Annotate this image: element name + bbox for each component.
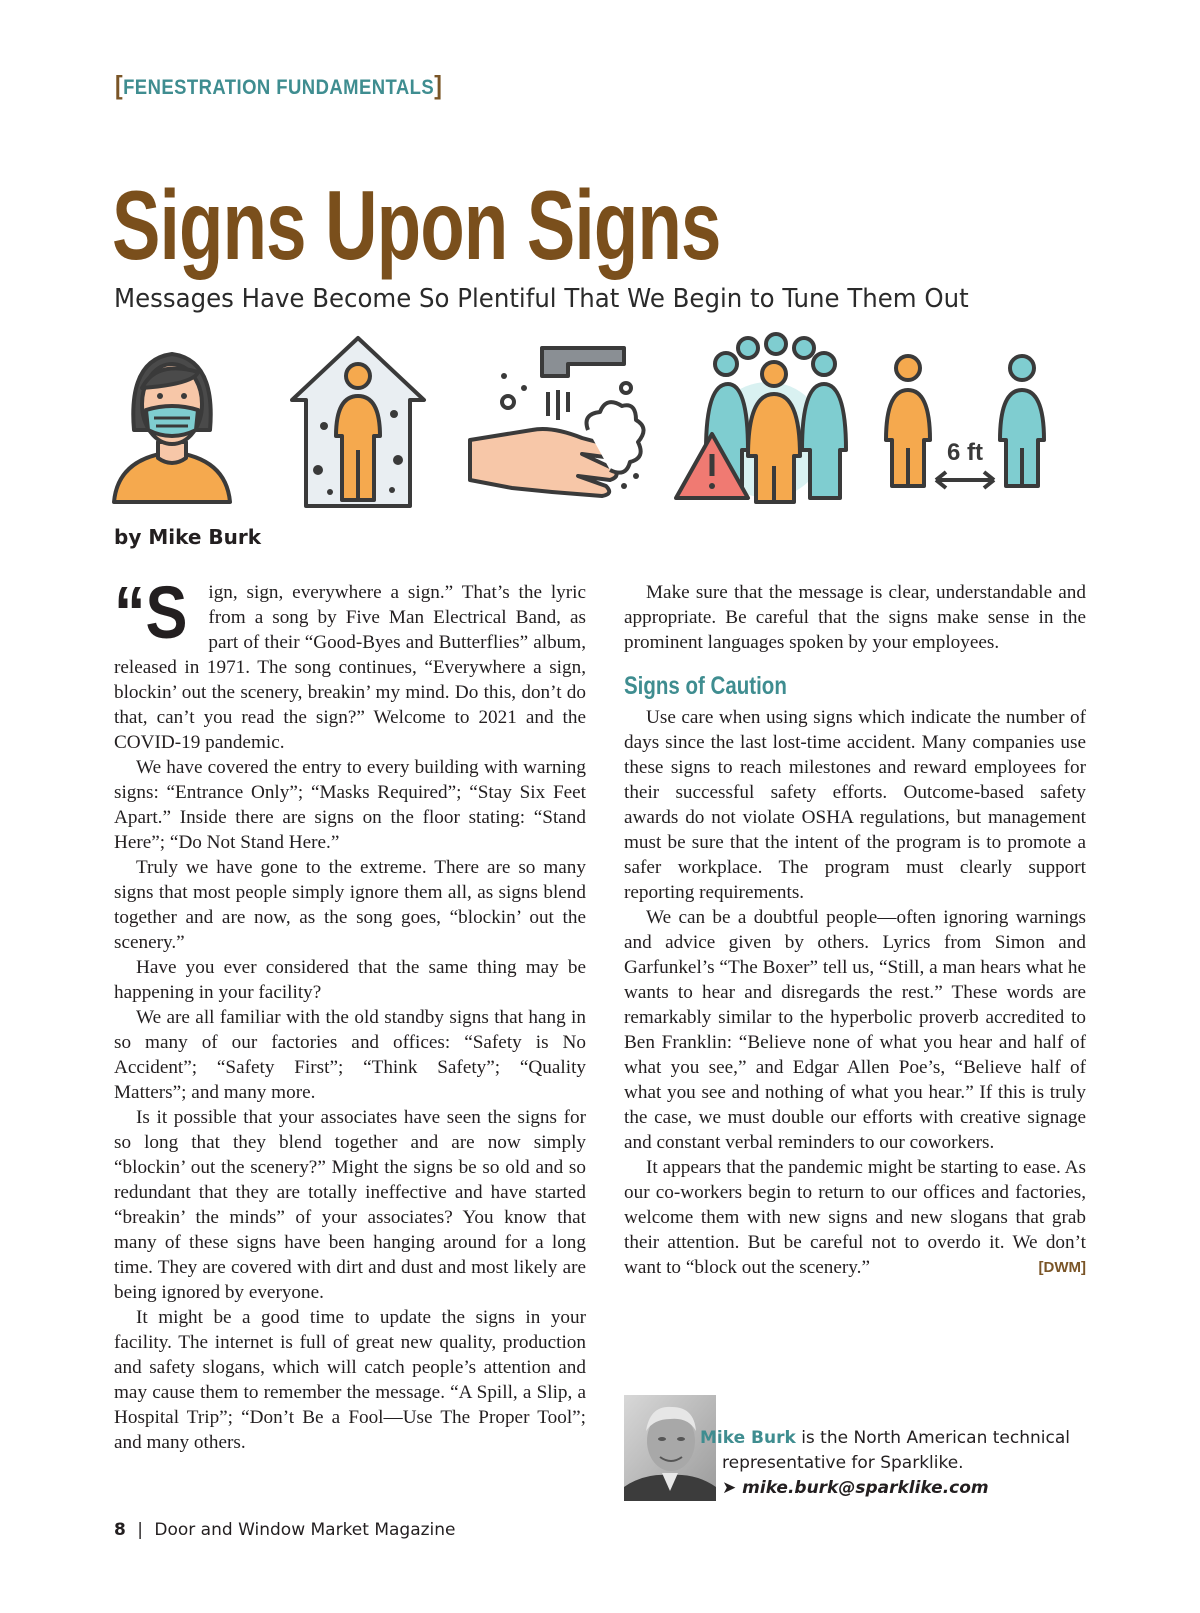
section-bracket-close: ] [434,70,443,100]
article-title: Signs Upon Signs [112,170,721,280]
section-bracket-open: [ [115,70,124,100]
paragraph: Make sure that the message is clear, understandable and appropriate. Be careful that the signs make sense in the prominent languages spoken by your employees. [624,582,1086,653]
bio-text: is the North American technical [795,1428,1070,1448]
column-right [624,580,1086,1280]
byline: by Mike Burk [114,525,262,549]
section-label: FENESTRATION FUNDAMENTALS [123,76,435,99]
paragraph: Is it possible that your associates have seen the signs for so long that they blend together and are now simply “blockin’ out the scenery?” Might the signs be so old and so redundant that they are totally ineffective and have started “breakin’ the minds” of your associates? You know that many of these signs have been hanging around for a long time. They are covered with dirt and dust and most likely are being ignored by everyone. [114,1107,586,1303]
paragraph: We are all familiar with the old standby signs that hang in so many of our factories and offices: “Safety is No Accident”; “Safety First”; “Think Safety”; “Quality Matters”; and many more. [114,1007,586,1103]
bio-line-1 [700,1426,1100,1451]
article-subtitle: Messages Have Become So Plentiful That We Begin to Tune Them Out [114,284,969,314]
hand-washing-icon [470,348,644,496]
footer-separator: | [137,1520,143,1540]
column-left [114,571,586,1455]
author-bio [700,1426,1100,1501]
paragraph: Have you ever considered that the same thing may be happening in your facility? [114,957,586,1003]
paragraph: We have covered the entry to every building with warning signs: “Entrance Only”; “Masks Required”; “Stay Six Feet Apart.” Inside there are signs on the floor stating: “Stand Here”; “Do Not Stand Here.” [114,757,586,853]
section-tag [115,70,442,101]
paragraph: We can be a doubtful people—often ignoring warnings and advice given by others. Lyrics from Simon and Garfunkel’s “The Boxer” tell us, “Still, a man hears what he wants to hear and disregards the rest.” These words are remarkably similar to the hyperbolic proverb accredited to Ben Franklin: “Believe none of what you hear and half of what you see,” and Edgar Allen Poe’s, “Believe half of what you see and nothing of what you hear.” If this is truly the case, we must double our efforts with creative signage and constant verbal reminders to our coworkers. [624,907,1086,1153]
distance-label: 6 ft [947,439,983,466]
drop-cap: “S [114,571,188,654]
arrow-icon: ➤ [722,1478,737,1498]
paragraph: It might be a good time to update the signs in your facility. The internet is full of great new quality, production and safety slogans, which will catch people’s attention and may cause them to remember the message. “A Spill, a Slip, a Hospital Trip”; “Don’t Be a Fool—Use The Proper Tool”; and many others. [114,1307,586,1453]
paragraph: Truly we have gone to the extreme. There are so many signs that most people simply ignore them all, as signs blend together and are now, as the song goes, “blockin’ out the scenery.” [114,857,586,953]
crowd-warning-icon [676,334,846,502]
masked-person-icon [114,354,230,502]
bio-line-2: representative for Sparklike. [722,1453,964,1473]
author-name: Mike Burk [700,1428,796,1448]
paragraph: ign, sign, everywhere a sign.” That’s the lyric from a song by Five Man Electrical Band, as part of their “Good-Byes and Butterflies” album, released in 1971. The song continues, “Everywhere a sign, blockin’ out the scenery, breakin’ my mind. Do this, don’t do that, can’t you read the sign?” Welcome to 2021 and the COVID-19 pandemic. [114,582,586,753]
illustration-strip [112,330,1072,510]
bio-email-line [700,1476,1100,1501]
social-distance-icon [886,356,1044,488]
page-number: 8 [114,1520,126,1540]
page-footer [114,1520,456,1540]
paragraph-text: It appears that the pandemic might be starting to ease. As our co-workers begin to return to our offices and factories, welcome them with new signs and new slogans that grab their attention. But be careful not to overdo it. We don’t want to “block out the scenery.” [624,1157,1086,1278]
section-subhead: Signs of Caution [624,672,787,700]
publication-name: Door and Window Market Magazine [154,1520,456,1540]
author-email[interactable]: mike.burk@sparklike.com [742,1478,989,1498]
paragraph [624,1155,1086,1280]
stay-home-icon [292,338,424,506]
paragraph: Use care when using signs which indicate the number of days since the last lost-time accident. Many companies use these signs to reach milestones and reward employees for their successful safety efforts. Outcome-based safety awards do not violate OSHA regulations, but management must be sure that the intent of the program is to promote a safer workplace. The program must clearly support reporting requirements. [624,707,1086,903]
end-tag: [DWM] [1038,1259,1086,1276]
